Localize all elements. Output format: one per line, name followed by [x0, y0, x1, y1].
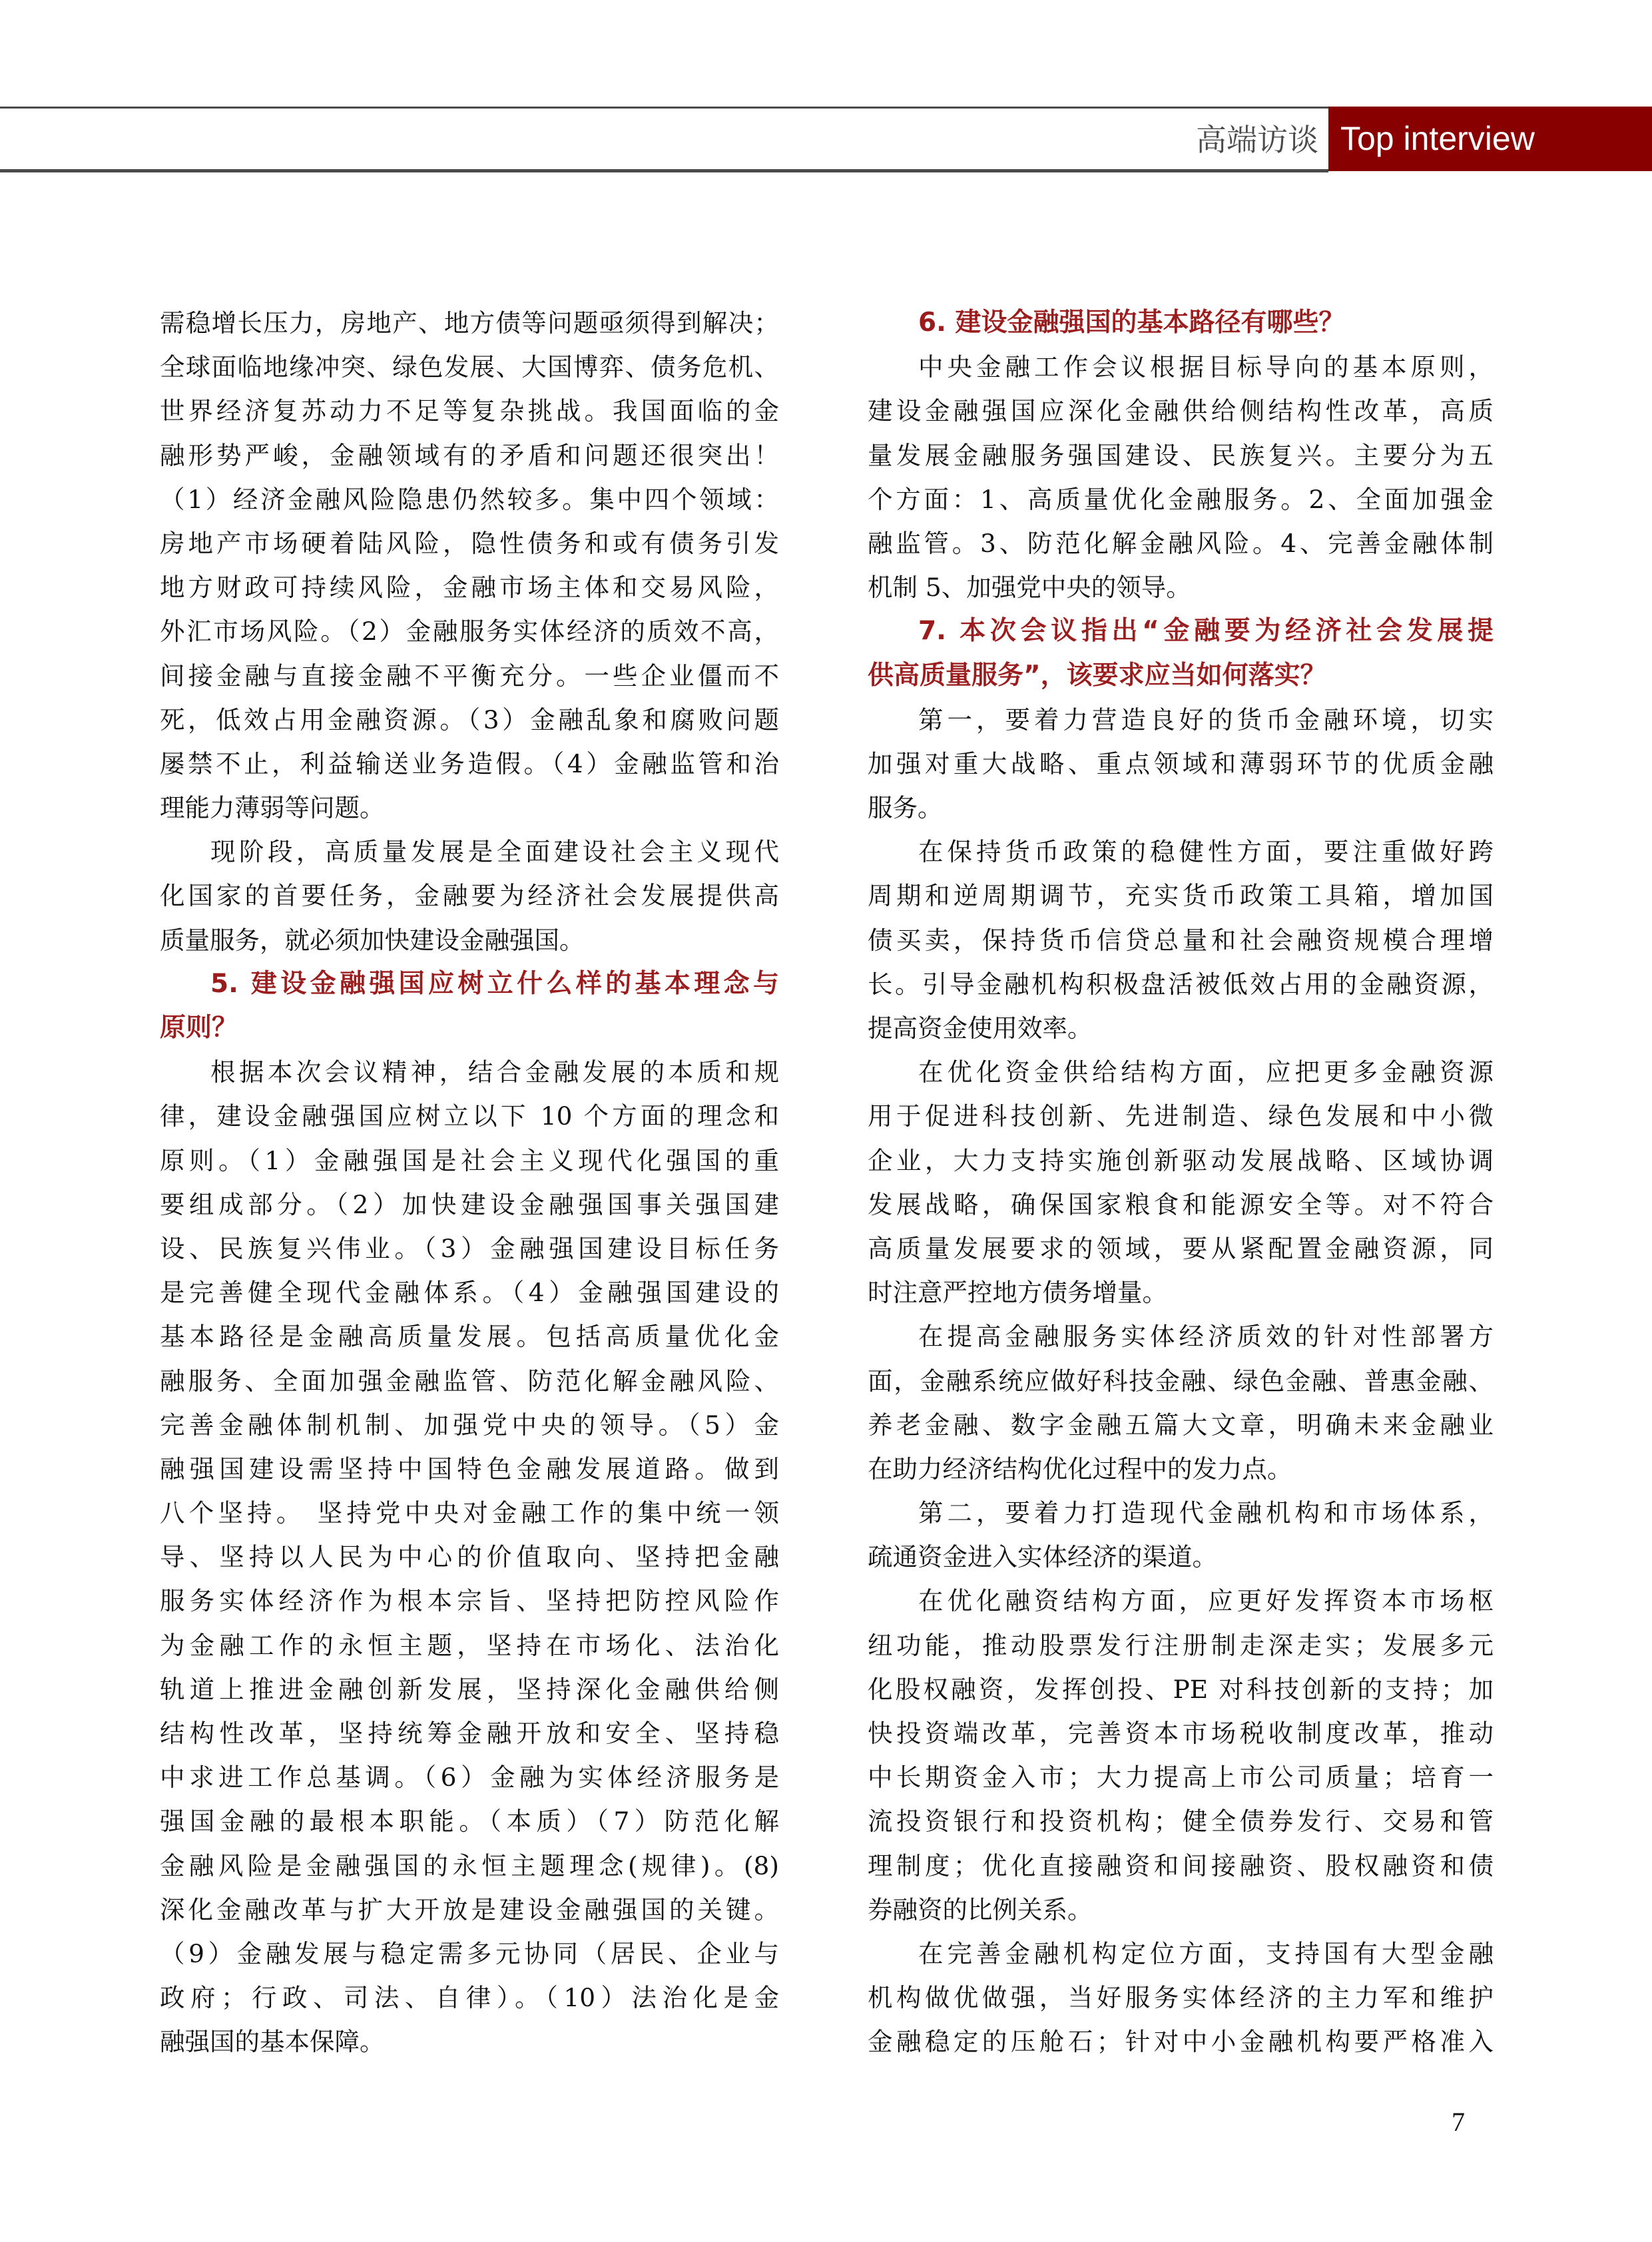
- text-line: 现阶段，高质量发展是全面建设社会主义现代: [210, 837, 779, 867]
- text-line: 个方面：1、高质量优化金融服务。2、全面加强金: [868, 484, 1494, 514]
- text-line: 根据本次会议精神，结合金融发展的本质和规: [210, 1057, 779, 1087]
- right-column: [868, 301, 1494, 2064]
- page-number: 7: [1452, 2107, 1465, 2137]
- text-line: 建设金融强国应深化金融供给侧结构性改革，高质: [868, 396, 1494, 426]
- text-line: 理制度；优化直接融资和间接融资、股权融资和债: [868, 1850, 1494, 1880]
- text-line: 融服务、全面加强金融监管、防范化解金融风险、: [160, 1366, 779, 1396]
- text-line: 强国金融的最根本职能。（本质）（7）防范化解: [160, 1807, 779, 1836]
- text-line: 是完善健全现代金融体系。（4）金融强国建设的: [160, 1278, 779, 1308]
- text-line: 化股权融资，发挥创投、PE 对科技创新的支持；加: [868, 1674, 1494, 1704]
- section-heading-line: 5. 建设金融强国应树立什么样的基本理念与: [210, 968, 779, 999]
- text-line: 八个坚持。 坚持党中央对金融工作的集中统一领: [160, 1498, 779, 1528]
- text-line: 在优化融资结构方面，应更好发挥资本市场枢: [918, 1586, 1494, 1616]
- text-line: 高质量发展要求的领域，要从紧配置金融资源，同: [868, 1233, 1494, 1263]
- text-line: 屡禁不止，利益输送业务造假。（4）金融监管和治: [160, 748, 779, 778]
- text-line: 提高资金使用效率。: [868, 1013, 1093, 1043]
- text-line: 融强国建设需坚持中国特色金融发展道路。做到: [160, 1454, 779, 1484]
- text-line: （9）金融发展与稳定需多元协同（居民、企业与: [160, 1938, 779, 1968]
- text-line: 中央金融工作会议根据目标导向的基本原则，: [918, 352, 1494, 382]
- text-line: 间接金融与直接金融不平衡充分。一些企业僵而不: [160, 661, 779, 691]
- text-line: 在完善金融机构定位方面，支持国有大型金融: [918, 1938, 1494, 1968]
- text-line: 导、坚持以人民为中心的价值取向、坚持把金融: [160, 1542, 779, 1572]
- text-line: 在助力经济结构优化过程中的发力点。: [868, 1454, 1292, 1484]
- text-line: 机制 5、加强党中央的领导。: [868, 573, 1191, 603]
- text-line: 纽功能，推动股票发行注册制走深走实；发展多元: [868, 1630, 1494, 1660]
- text-line: 快投资端改革，完善资本市场税收制度改革，推动: [868, 1719, 1494, 1748]
- text-line: 中长期资金入市；大力提高上市公司质量；培育一: [868, 1763, 1494, 1793]
- text-line: 疏通资金进入实体经济的渠道。: [868, 1542, 1217, 1572]
- text-line: 外汇市场风险。（2）金融服务实体经济的质效不高，: [160, 617, 779, 647]
- section-title-cn: 高端访谈: [1196, 122, 1318, 158]
- text-line: 券融资的比例关系。: [868, 1894, 1093, 1924]
- text-line: 在保持货币政策的稳健性方面，要注重做好跨: [918, 837, 1494, 867]
- text-line: 设、民族复兴伟业。（3）金融强国建设目标任务: [160, 1233, 779, 1263]
- text-line: 死，低效占用金融资源。（3）金融乱象和腐败问题: [160, 704, 779, 734]
- text-line: 要组成部分。（2）加快建设金融强国事关强国建: [160, 1189, 779, 1219]
- text-line: 长。引导金融机构积极盘活被低效占用的金融资源，: [868, 969, 1494, 999]
- text-line: 机构做优做强，当好服务实体经济的主力军和维护: [868, 1983, 1494, 2013]
- text-line: 化国家的首要任务，金融要为经济社会发展提供高: [160, 881, 779, 911]
- text-line: 政府；行政、司法、自律）。（10）法治化是金: [160, 1983, 779, 2013]
- header-rule-bottom: [0, 169, 1328, 172]
- text-line: 第一，要着力营造良好的货币金融环境，切实: [918, 704, 1494, 734]
- text-line: 原则。（1）金融强国是社会主义现代化强国的重: [160, 1145, 779, 1175]
- text-line: 加强对重大战略、重点领域和薄弱环节的优质金融: [868, 748, 1494, 778]
- text-line: 服务。: [868, 793, 943, 823]
- section-title-en: Top interview: [1328, 107, 1652, 171]
- text-line: 服务实体经济作为根本宗旨、坚持把防控风险作: [160, 1586, 779, 1616]
- text-line: 地方财政可持续风险，金融市场主体和交易风险，: [160, 573, 779, 603]
- section-heading-line: 供高质量服务”，该要求应当如何落实？: [868, 660, 1326, 691]
- text-line: 在提高金融服务实体经济质效的针对性部署方: [918, 1322, 1494, 1352]
- text-line: 世界经济复苏动力不足等复杂挑战。我国面临的金: [160, 396, 779, 426]
- text-line: 养老金融、数字金融五篇大文章，明确未来金融业: [868, 1410, 1494, 1440]
- text-line: （1）经济金融风险隐患仍然较多。集中四个领域：: [160, 484, 779, 514]
- text-line: 为金融工作的永恒主题，坚持在市场化、法治化: [160, 1630, 779, 1660]
- text-line: 企业，大力支持实施创新驱动发展战略、区域协调: [868, 1145, 1494, 1175]
- text-line: 轨道上推进金融创新发展，坚持深化金融供给侧: [160, 1674, 779, 1704]
- text-line: 基本路径是金融高质量发展。包括高质量优化金: [160, 1322, 779, 1352]
- text-line: 中求进工作总基调。（6）金融为实体经济服务是: [160, 1763, 779, 1793]
- section-heading-line: 原则？: [160, 1013, 238, 1043]
- text-line: 债买卖，保持货币信贷总量和社会融资规模合理增: [868, 925, 1494, 955]
- section-heading-line: 6. 建设金融强国的基本路径有哪些？: [918, 308, 1345, 338]
- text-line: 深化金融改革与扩大开放是建设金融强国的关键。: [160, 1894, 779, 1924]
- section-heading-line: 7. 本次会议指出“金融要为经济社会发展提: [918, 616, 1494, 647]
- text-line: 时注意严控地方债务增量。: [868, 1278, 1167, 1308]
- text-line: 在优化资金供给结构方面，应把更多金融资源: [918, 1057, 1494, 1087]
- text-line: 质量服务，就必须加快建设金融强国。: [160, 925, 585, 955]
- text-line: 用于促进科技创新、先进制造、绿色发展和中小微: [868, 1101, 1494, 1131]
- text-line: 结构性改革，坚持统筹金融开放和安全、坚持稳: [160, 1719, 779, 1748]
- text-line: 第二，要着力打造现代金融机构和市场体系，: [918, 1498, 1494, 1528]
- text-line: 律，建设金融强国应树立以下 10 个方面的理念和: [160, 1101, 779, 1131]
- text-line: 完善金融体制机制、加强党中央的领导。（5）金: [160, 1410, 779, 1440]
- text-line: 流投资银行和投资机构；健全债券发行、交易和管: [868, 1807, 1494, 1836]
- text-line: 理能力薄弱等问题。: [160, 793, 385, 823]
- text-line: 发展战略，确保国家粮食和能源安全等。对不符合: [868, 1189, 1494, 1219]
- text-line: 融监管。3、防范化解金融风险。4、完善金融体制: [868, 528, 1494, 558]
- text-line: 周期和逆周期调节，充实货币政策工具箱，增加国: [868, 881, 1494, 911]
- text-line: 融形势严峻，金融领域有的矛盾和问题还很突出！: [160, 440, 779, 470]
- left-column: [160, 301, 779, 2064]
- text-line: 金融风险是金融强国的永恒主题理念(规律)。(8): [160, 1850, 779, 1880]
- text-line: 需稳增长压力，房地产、地方债等问题亟须得到解决；: [160, 308, 779, 338]
- text-line: 面，金融系统应做好科技金融、绿色金融、普惠金融、: [868, 1366, 1494, 1396]
- text-line: 全球面临地缘冲突、绿色发展、大国博弈、债务危机、: [160, 352, 779, 382]
- text-line: 融强国的基本保障。: [160, 2027, 385, 2057]
- text-line: 量发展金融服务强国建设、民族复兴。主要分为五: [868, 440, 1494, 470]
- text-line: 房地产市场硬着陆风险，隐性债务和或有债务引发: [160, 528, 779, 558]
- text-line: 金融稳定的压舱石；针对中小金融机构要严格准入: [868, 2027, 1494, 2057]
